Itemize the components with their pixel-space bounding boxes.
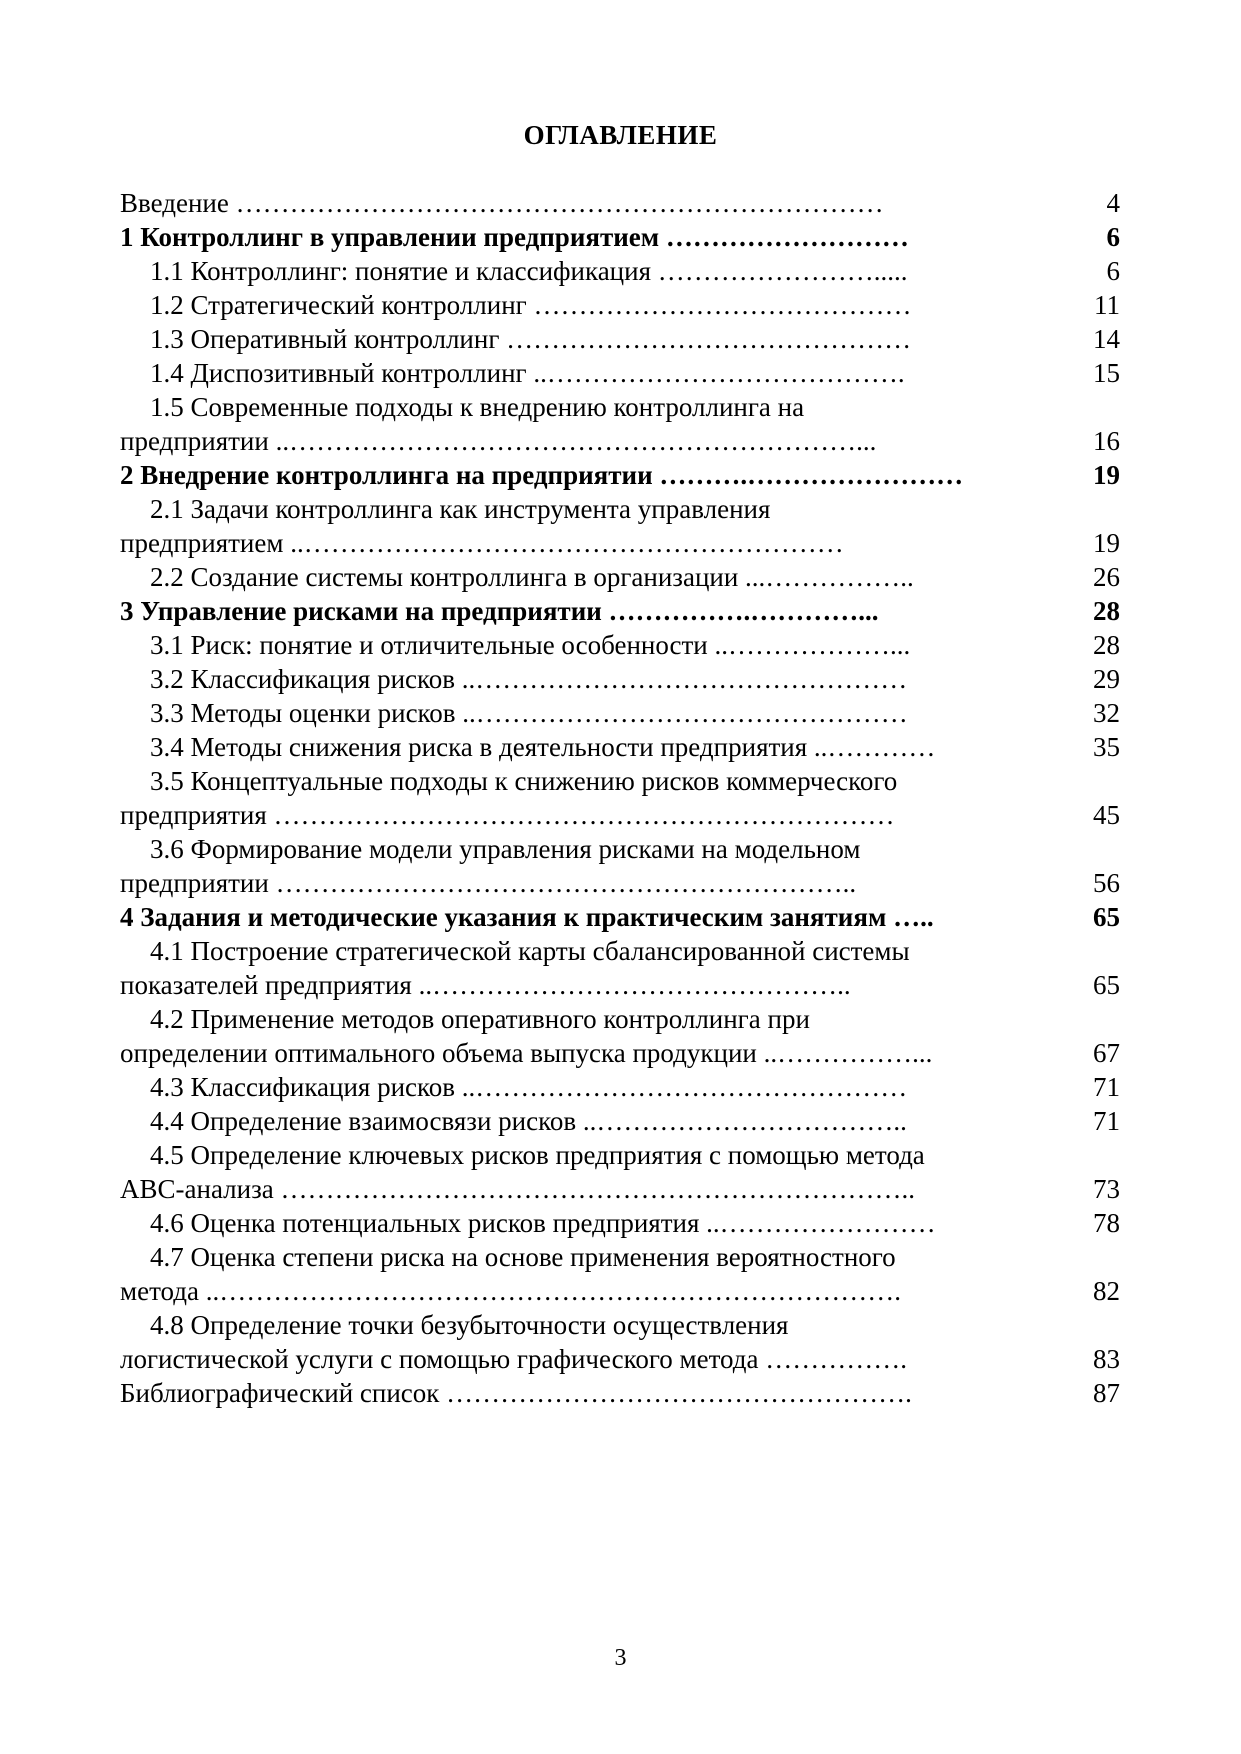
toc-entry-line (120, 186, 1120, 220)
page-number: 3 (614, 1645, 627, 1671)
toc-entry-page: 19 (1093, 528, 1120, 558)
toc-entry-text: предприятием ..…………………………………………………… (120, 528, 844, 558)
toc-entry-text: 4.8 Определение точки безубыточности осуществления (150, 1310, 789, 1340)
toc-entry-page: 71 (1093, 1106, 1120, 1136)
toc-entry-page: 16 (1093, 426, 1120, 456)
toc-entry-text: 3.3 Методы оценки рисков ..………………………………………… (150, 698, 908, 728)
toc-entry-line (120, 730, 1120, 764)
toc-entry-line (120, 322, 1120, 356)
toc-entry-page: 19 (1093, 460, 1120, 490)
toc-entry-text: 3.1 Риск: понятие и отличительные особенности ..………………... (150, 630, 911, 660)
toc-entry-page: 87 (1093, 1378, 1120, 1408)
toc-entry-text: Библиографический список ……………………………………………. (120, 1378, 912, 1408)
toc-entry-page: 6 (1106, 222, 1120, 252)
toc-entry-text: 4.7 Оценка степени риска на основе применения вероятностного (150, 1242, 896, 1272)
toc-entry-page: 28 (1093, 596, 1120, 626)
toc-entry-line (120, 934, 1120, 968)
toc-entry-line (120, 424, 1120, 458)
toc-entry-text: АВС-анализа …………………………………………………………….. (120, 1174, 915, 1204)
toc-entry-line (120, 1342, 1120, 1376)
toc-entry-text: 1.5 Современные подходы к внедрению контроллинга на (150, 392, 805, 422)
toc-entry-page: 35 (1093, 732, 1120, 762)
toc-entry-line (120, 1138, 1120, 1172)
toc-entry-line (120, 696, 1120, 730)
toc-entry-line (120, 492, 1120, 526)
toc-entry-line (120, 560, 1120, 594)
toc-entry-line (120, 900, 1120, 934)
toc-entry-text: предприятия …………………………………………………………… (120, 800, 895, 830)
page-title: ОГЛАВЛЕНИЕ (523, 120, 718, 150)
toc-entry-text: 1.3 Оперативный контроллинг ……………………………………… (150, 324, 912, 354)
toc-entry-line (120, 288, 1120, 322)
toc-entry-text: 1.1 Контроллинг: понятие и классификация ……………………..... (150, 256, 908, 286)
toc-entry-line (120, 526, 1120, 560)
toc-entry-line (120, 798, 1120, 832)
toc-entry-page: 67 (1093, 1038, 1120, 1068)
toc-entry-page: 6 (1106, 256, 1120, 286)
toc-entry-text: 4.3 Классификация рисков ..………………………………………… (150, 1072, 908, 1102)
toc-entry-text: предприятии ..………………………………………………………... (120, 426, 877, 456)
toc-entry-page: 83 (1093, 1344, 1120, 1374)
toc-entry-page: 71 (1093, 1072, 1120, 1102)
toc-entry-page: 26 (1093, 562, 1120, 592)
toc-entry-line (120, 1172, 1120, 1206)
toc-entry-page: 45 (1093, 800, 1120, 830)
toc-entry-line (120, 1376, 1120, 1410)
toc-entry-line (120, 1104, 1120, 1138)
table-of-contents (120, 186, 1120, 1410)
toc-entry-page: 56 (1093, 868, 1120, 898)
toc-entry-line (120, 254, 1120, 288)
toc-entry-page: 4 (1106, 188, 1120, 218)
toc-entry-line (120, 594, 1120, 628)
toc-entry-line (120, 662, 1120, 696)
toc-entry-line (120, 1274, 1120, 1308)
toc-entry-page: 82 (1093, 1276, 1120, 1306)
toc-entry-line (120, 866, 1120, 900)
toc-entry-line (120, 390, 1120, 424)
toc-entry-text: 2.2 Создание системы контроллинга в организации ...…………….. (150, 562, 914, 592)
toc-entry-page: 29 (1093, 664, 1120, 694)
toc-entry-page: 14 (1093, 324, 1120, 354)
toc-entry-line (120, 1308, 1120, 1342)
toc-entry-text: предприятии ……………………………………………………….. (120, 868, 857, 898)
toc-entry-text: метода ..…………………………………………………………………. (120, 1276, 901, 1306)
toc-entry-text: 3 Управление рисками на предприятии …………….…………... (120, 596, 879, 626)
toc-entry-text: 3.4 Методы снижения риска в деятельности предприятия ..………… (150, 732, 936, 762)
toc-entry-text: 4 Задания и методические указания к практическим занятиям ….. (120, 902, 934, 932)
toc-entry-text: 1.2 Стратегический контроллинг …………………………………… (150, 290, 912, 320)
toc-entry-text: 4.6 Оценка потенциальных рисков предприятия ..…………………… (150, 1208, 936, 1238)
toc-entry-page: 11 (1094, 290, 1120, 320)
toc-entry-text: 2 Внедрение контроллинга на предприятии ……….…………………… (120, 460, 964, 490)
toc-entry-page: 32 (1093, 698, 1120, 728)
toc-entry-text: 3.6 Формирование модели управления рисками на модельном (150, 834, 861, 864)
toc-entry-line (120, 1002, 1120, 1036)
toc-entry-line (120, 1240, 1120, 1274)
toc-entry-text: 2.1 Задачи контроллинга как инструмента управления (150, 494, 771, 524)
toc-entry-text: 1.4 Диспозитивный контроллинг ..…………………………………. (150, 358, 905, 388)
toc-entry-text: логистической услуги с помощью графического метода ……………. (120, 1344, 907, 1374)
toc-entry-text: 4.2 Применение методов оперативного контроллинга при (150, 1004, 810, 1034)
toc-entry-line (120, 1036, 1120, 1070)
toc-entry-line (120, 628, 1120, 662)
toc-entry-line (120, 764, 1120, 798)
toc-entry-text: 4.1 Построение стратегической карты сбалансированной системы (150, 936, 910, 966)
toc-entry-page: 15 (1093, 358, 1120, 388)
toc-entry-page: 65 (1093, 902, 1120, 932)
toc-entry-text: 3.5 Концептуальные подходы к снижению рисков коммерческого (150, 766, 898, 796)
toc-entry-text: 3.2 Классификация рисков ..………………………………………… (150, 664, 908, 694)
toc-entry-line (120, 1206, 1120, 1240)
toc-entry-line (120, 220, 1120, 254)
toc-entry-page: 28 (1093, 630, 1120, 660)
toc-entry-line (120, 968, 1120, 1002)
toc-entry-text: 4.5 Определение ключевых рисков предприятия с помощью метода (150, 1140, 925, 1170)
toc-entry-text: 4.4 Определение взаимосвязи рисков ..…………………………….. (150, 1106, 907, 1136)
toc-entry-line (120, 458, 1120, 492)
toc-entry-page: 65 (1093, 970, 1120, 1000)
toc-entry-text: определении оптимального объема выпуска продукции ..……………... (120, 1038, 933, 1068)
toc-entry-line (120, 832, 1120, 866)
toc-entry-line (120, 356, 1120, 390)
toc-entry-text: показателей предприятия ..……………………………………….. (120, 970, 851, 1000)
toc-entry-line (120, 1070, 1120, 1104)
toc-entry-text: 1 Контроллинг в управлении предприятием ……………………… (120, 222, 909, 252)
toc-entry-page: 78 (1093, 1208, 1120, 1238)
toc-entry-page: 73 (1093, 1174, 1120, 1204)
toc-entry-text: Введение ……………………………………………………………… (120, 188, 884, 218)
